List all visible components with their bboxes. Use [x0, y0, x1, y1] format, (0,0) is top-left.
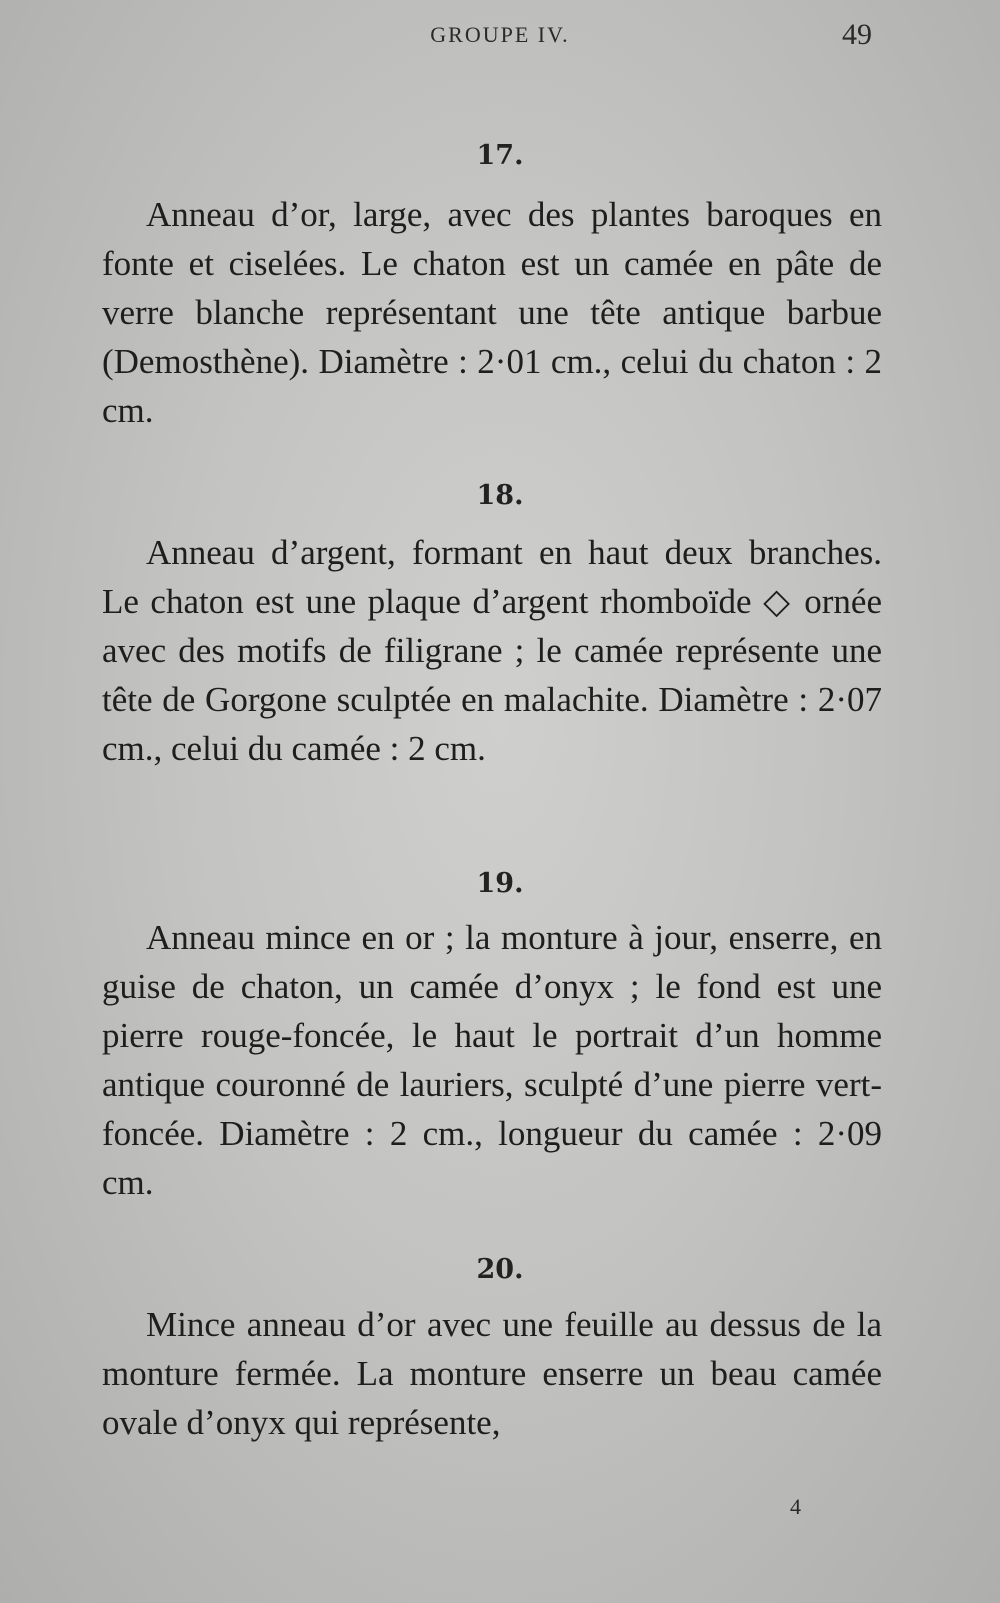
- entry-number: 20.: [476, 1254, 524, 1285]
- entry-description: Anneau d’argent, formant en haut deux branches. Le chaton est une plaque d’argent rhomboïde ◇ ornée avec des motifs de filigrane ; le camée représente une tête de Gorgone sculptée en malachite. Diamètre : 2·07 cm., celui du camée : 2 cm.: [102, 533, 882, 768]
- entry-number: 17.: [476, 140, 524, 171]
- entry-number: 19.: [476, 868, 524, 899]
- entry-description: Mince anneau d’or avec une feuille au dessus de la monture fermée. La monture enserre un beau camée ovale d’onyx qui représente,: [102, 1305, 882, 1442]
- signature-mark: 4: [790, 1494, 801, 1519]
- page-number: 49: [842, 18, 872, 51]
- entry-description: Anneau mince en or ; la monture à jour, enserre, en guise de chaton, un camée d’onyx ; le fond est une pierre rouge-foncée, le haut le portrait d’un homme antique couronné de lauriers, sculpté d’une pierre vert-foncée. Diamètre : 2 cm., longueur du camée : 2·09 cm.: [102, 918, 882, 1202]
- running-header: GROUPE IV.: [430, 22, 570, 47]
- entry-number: 18.: [476, 480, 524, 511]
- entry-description: Anneau d’or, large, avec des plantes baroques en fonte et ciselées. Le chaton est un camée en pâte de verre blanche représentant une tête antique barbue (Demosthène). Diamètre : 2·01 cm., celui du chaton : 2 cm.: [102, 195, 882, 430]
